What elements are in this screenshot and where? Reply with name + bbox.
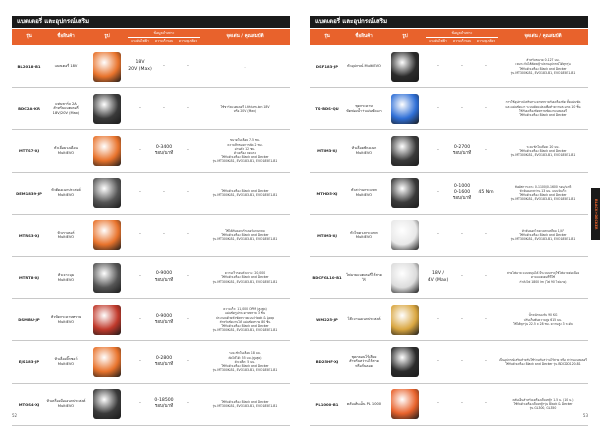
table-row xyxy=(310,299,588,341)
spec-speed xyxy=(152,299,176,340)
spec-speed-text: 0-1000 0-1600 รอบ/นาที xyxy=(452,183,472,202)
spec-torque-text: - xyxy=(485,274,487,280)
spec-speed-text: 0-9000 รอบ/นาที xyxy=(154,313,174,325)
product-features-text: การใช้อุปกรณ์เสริมกระดาษทรายกับเครื่องขัด ทั้งแผ่นขัด และแผ่นขัดเงา ระบบดัดแปลงเพื่อทำความสะอาด 10 ชิ้น ใช้กับเครื่องขัดทรายขัดเงาแบตเตอรี่ ใช้กับตัวเครื่อง Black and Decker xyxy=(505,100,581,117)
spec-voltage xyxy=(426,341,450,382)
spec-torque-text: - xyxy=(485,147,487,153)
product-name-text: หัวสว่านกระแทก MultiEVO xyxy=(351,188,377,198)
spec-voltage xyxy=(128,299,152,340)
spec-torque xyxy=(176,173,200,214)
spec-torque xyxy=(176,257,200,298)
spec-speed xyxy=(152,341,176,382)
spec-voltage-text: - xyxy=(437,105,439,111)
spec-voltage xyxy=(426,88,450,129)
product-name xyxy=(344,341,384,382)
spec-speed xyxy=(450,257,474,298)
product-features xyxy=(498,88,588,129)
table-row xyxy=(12,299,290,341)
spec-speed xyxy=(152,257,176,298)
page-number-left: 52 xyxy=(12,413,18,418)
product-model xyxy=(12,173,46,214)
router-icon xyxy=(93,220,121,250)
table-row xyxy=(310,130,588,172)
table-row xyxy=(12,215,290,257)
product-model xyxy=(12,257,46,298)
table-row xyxy=(12,173,290,215)
spec-torque xyxy=(474,46,498,87)
spec-voltage xyxy=(128,130,152,171)
product-name xyxy=(344,215,384,256)
product-features-text: ขนาดใบเลื่อย 7.5 ซม. ความลึกของการตัด 2 ซม. ผ่านตัว 12 ซม. ตัวเครื่อง ลดแรง ใช้กับตัวเครื่อง Black and Decker รุ่น MT300K-B1, EVO183-B1, EVO185E1-B1 xyxy=(212,138,278,164)
product-model xyxy=(12,46,46,87)
spec-voltage xyxy=(426,299,450,340)
product-features-text: ระยะชักใบเลื่อย 18 มม. ตัดไม้ได้: 55 มม.(สูงสุด) ตัวเหล็ก: 5 มม. ใช้กับตัวเครื่อง Black and Decker รุ่น MT300K-B1, EVO183-B1, EVO185E1-B1 xyxy=(212,351,278,373)
spec-torque-text: 45 Nm xyxy=(478,190,494,196)
spec-voltage xyxy=(426,215,450,256)
product-name xyxy=(46,215,86,256)
product-model xyxy=(12,130,46,171)
spec-speed xyxy=(450,88,474,129)
product-model xyxy=(310,341,344,382)
spec-speed xyxy=(152,215,176,256)
spec-torque-text: - xyxy=(485,63,487,69)
spec-voltage xyxy=(426,173,450,214)
spec-voltage-text: - xyxy=(139,316,141,322)
product-features xyxy=(498,173,588,214)
table-row xyxy=(310,384,588,426)
spec-speed-text: - xyxy=(461,232,463,238)
spec-speed xyxy=(450,46,474,87)
product-image xyxy=(86,215,128,256)
product-features xyxy=(200,215,290,256)
product-features-text: เป็นอุปกรณ์เสริมสำหรับใช้ร่วมกับสว่านไร้สาย หรือ สว่านแบตเตอรี่ ใช้กับตัวเครื่อง Black and Decker รุ่น BDCDD120-B1 xyxy=(499,357,587,366)
spec-torque xyxy=(176,88,200,129)
table-header xyxy=(310,29,588,45)
spec-voltage xyxy=(128,173,152,214)
spec-voltage xyxy=(426,384,450,425)
angle-head-icon xyxy=(93,263,121,293)
product-name xyxy=(344,384,384,425)
product-model-text: WM225-JP xyxy=(316,317,338,323)
spec-voltage xyxy=(426,46,450,87)
product-features-text: น้ำหนักรองรับ 90 KG ปรับเก็บพับความสูง 615 มม. ใช้ได้ทุกรุ่น 22.5 x 28 ซม. ความสูง 3 ระดับ xyxy=(513,313,573,326)
product-image xyxy=(384,46,426,87)
product-name-text: แท่นชาร์จ 2A สำหรับแบตเตอรี่ 18V/20V (Max) xyxy=(52,101,80,116)
spec-voltage xyxy=(128,215,152,256)
spec-speed-text: 0-18500 รอบ/นาที xyxy=(154,397,174,410)
spec-torque-text: - xyxy=(485,105,487,111)
hammer-drill-icon xyxy=(391,178,419,208)
product-name-text: แบตเตอรี่ 18V xyxy=(54,64,78,69)
header-spec1: แรงดันไฟฟ้า xyxy=(429,39,447,43)
product-name xyxy=(344,88,384,129)
product-features xyxy=(498,130,588,171)
spec-torque-text: - xyxy=(485,358,487,364)
spec-speed xyxy=(450,130,474,171)
product-features-text: หัวจับดอกไขควงหกเหลี่ยม 1/4" ใช้กับตัวเครื่อง Black and Decker รุ่น MT300K-B1, EVO183-B1, EVO185E1-B1 xyxy=(510,229,576,242)
spec-voltage-text: - xyxy=(139,358,141,364)
product-name-text: ชุดกระดาษ ขัดฟองน้ำ+แผ่นขัดเงา xyxy=(346,103,382,113)
page-number-right: 53 xyxy=(582,413,588,418)
spec-torque xyxy=(474,173,498,214)
header-note: จุดเด่น / คุณสมบัติ xyxy=(226,34,264,39)
product-model-text: MTRS3-XJ xyxy=(18,232,40,238)
table-row xyxy=(12,257,290,299)
spec-speed-text: - xyxy=(461,274,463,280)
table-row xyxy=(12,341,290,383)
product-model-text: MTTS7-XJ xyxy=(18,148,40,154)
product-model xyxy=(12,215,46,256)
spec-voltage-text: - xyxy=(437,358,439,364)
product-features-text: สำหรับขนาด 0.127 มม. เหมาะกับไส้ตัดหญ้าปลายอุปกรณ์ได้ทุกรุ่น ใช้กับตัวเครื่อง Black and Decker รุ่น MT300K-B1, EVO183-B1, EVO185E1-B1 xyxy=(510,58,576,75)
product-image xyxy=(384,341,426,382)
product-features xyxy=(200,88,290,129)
header-spec2: ความเร็วรอบ xyxy=(452,39,472,43)
product-name xyxy=(344,257,384,298)
product-name-text: หัวเราเตอร์ MultiEVO xyxy=(57,230,75,240)
header-spec2: ความเร็วรอบ xyxy=(154,39,174,43)
table-row xyxy=(310,88,588,130)
product-name xyxy=(46,341,86,382)
spec-voltage-text: - xyxy=(139,105,141,111)
product-model-text: TS-BDS-QU xyxy=(315,106,339,112)
product-features-text: - xyxy=(244,64,246,69)
lamp-icon xyxy=(391,263,419,293)
table-row xyxy=(310,257,588,299)
product-model-text: DSF183-JP xyxy=(315,64,339,70)
product-model xyxy=(310,130,344,171)
product-model xyxy=(310,46,344,87)
brand-side-tab: BLACK+DECKER xyxy=(591,188,600,240)
spec-torque xyxy=(474,257,498,298)
spec-voltage xyxy=(128,384,152,425)
section-title: แบตเตอรี่ และอุปกรณ์เสริม xyxy=(17,18,90,25)
spec-voltage-text: - xyxy=(139,190,141,196)
product-image xyxy=(86,173,128,214)
spec-voltage xyxy=(128,257,152,298)
product-features xyxy=(498,257,588,298)
header-image: รูป xyxy=(104,34,110,39)
product-model-text: DSMBU-JP xyxy=(18,317,40,323)
product-name-text: หัวไขควงกระแทก MultiEVO xyxy=(350,230,378,240)
product-features-text: ระยะชักใบเลื่อย: 20 มม. ใช้กับตัวเครื่อง Black and Decker รุ่น MT300K-B1, EVO183-B1, EVO185E1-B1 xyxy=(510,144,576,158)
spec-torque-text: - xyxy=(485,401,487,406)
product-name-text: หัวตัดอเนกประสงค์ MultiEVO xyxy=(51,188,81,198)
product-image xyxy=(86,130,128,171)
spec-speed xyxy=(450,299,474,340)
spec-speed-text: - xyxy=(461,105,463,111)
product-features-text: ใช้กับตัวเครื่อง Black and Decker รุ่น MT300K-B1, EVO183-B1, EVO185E1-B1 xyxy=(212,188,278,198)
right-page xyxy=(300,0,600,424)
spec-torque xyxy=(474,88,498,129)
product-image xyxy=(384,130,426,171)
spool-icon xyxy=(391,389,419,419)
spec-torque-text: - xyxy=(187,63,189,69)
drill-attachment-icon xyxy=(391,347,419,377)
spec-speed xyxy=(152,384,176,425)
product-model-text: BDC2A-KR xyxy=(18,106,40,112)
product-model-text: MTOS4-XJ xyxy=(18,401,40,407)
table-row xyxy=(12,46,290,88)
spec-torque-text: - xyxy=(187,316,189,322)
product-name-text: หัวเลื่อยชักอเนก MultiEVO xyxy=(351,146,377,155)
product-model-text: MTHD5-XJ xyxy=(316,190,338,196)
product-features xyxy=(200,173,290,214)
header-spec3: ความจุเกลียว xyxy=(178,39,198,43)
product-image xyxy=(384,88,426,129)
spec-speed-text: - xyxy=(461,63,463,69)
product-image xyxy=(86,46,128,87)
table-row xyxy=(310,215,588,257)
product-name xyxy=(46,173,86,214)
spec-speed xyxy=(152,173,176,214)
product-model xyxy=(310,88,344,129)
product-name-text: หัวอุปกรณ์ MultiEVO xyxy=(347,64,381,69)
product-features-text: ใช้ชาร์จแบตเตอรี่ Lithium-ion 18V หรือ 20V (Max) xyxy=(220,104,270,113)
product-features xyxy=(498,46,588,87)
spec-voltage-text: - xyxy=(139,401,141,406)
spec-torque xyxy=(176,130,200,171)
product-features xyxy=(498,341,588,382)
spec-voltage-text: 18V 20V (Max) xyxy=(128,60,152,72)
product-image xyxy=(86,299,128,340)
product-image xyxy=(384,257,426,298)
spec-speed-text: - xyxy=(461,316,463,322)
table-row xyxy=(310,46,588,88)
section-title: แบตเตอรี่ และอุปกรณ์เสริม xyxy=(315,18,388,25)
spec-speed xyxy=(450,215,474,256)
spec-voltage-text: - xyxy=(437,147,439,153)
spec-torque-text: - xyxy=(187,232,189,238)
product-model xyxy=(12,299,46,340)
product-name-text: หัวเครื่องมือเอนกประสงค์ MultiEVO xyxy=(46,399,86,409)
product-image xyxy=(384,299,426,340)
spec-torque xyxy=(176,341,200,382)
table-row xyxy=(12,130,290,172)
product-model xyxy=(310,215,344,256)
product-features xyxy=(200,299,290,340)
product-features-text: สัมผัสการเจาะ 0-1100/0-1600 รอบ/นาที หัวจับดอกสว่าน 13 มม. แบบจับเร็ว ใช้กับตัวเครื่อง Black and Decker รุ่น MT300K-B1, EVO183-B1, EVO185E1-B1 xyxy=(510,184,576,202)
product-features-text: ใช้กับตัวเครื่อง Black and Decker รุ่น MT300K-B1, EVO183-B1, EVO185E1-B1 xyxy=(212,399,278,409)
spec-torque xyxy=(176,215,200,256)
jigsaw-icon xyxy=(93,347,121,377)
spec-speed-text: 0-9000 รอบ/นาที xyxy=(154,271,174,283)
spec-voltage-text: - xyxy=(437,401,439,406)
circular-saw-icon xyxy=(93,136,121,166)
spec-voltage xyxy=(128,341,152,382)
header-model: รุ่น xyxy=(26,34,32,39)
product-model-text: EJS183-JP xyxy=(18,359,40,365)
product-name xyxy=(46,257,86,298)
product-model xyxy=(310,257,344,298)
product-name-text: โต๊ะงานอเนกประสงค์ xyxy=(347,317,381,322)
sander-icon xyxy=(93,305,121,335)
product-name xyxy=(344,173,384,214)
product-features-text: ตลับเอ็นสำหรับเครื่องเล็มหญ้า 1.5 ม. (10 ม.) ใช้กับตัวเครื่องเล็มหญ้ารุ่น Black & Decker รุ่น GL300, GL350 xyxy=(512,397,574,411)
table-row xyxy=(12,384,290,426)
product-name xyxy=(344,130,384,171)
product-features xyxy=(200,46,290,87)
spec-torque-text: - xyxy=(187,358,189,364)
spec-voltage xyxy=(128,88,152,129)
spec-torque-text: - xyxy=(187,190,189,196)
product-model-text: MTRT8-XJ xyxy=(19,274,39,280)
spec-torque-text: - xyxy=(485,316,487,322)
spec-speed xyxy=(152,88,176,129)
table-row xyxy=(12,88,290,130)
spec-torque xyxy=(176,299,200,340)
product-image xyxy=(86,88,128,129)
table-header xyxy=(12,29,290,45)
spec-voltage-text: 18V / 4V (Max) xyxy=(427,271,449,283)
product-model xyxy=(12,88,46,129)
spec-torque xyxy=(474,130,498,171)
product-features-text: สายไฟฉาย แบบหมุนได้ มีระบบบรรจุใช้ไฟฉายต่อเนื่อง ตามแบตเตอรี่ที่ใช้ กำลังไฟ 1800 lm (ไฟ 90 ไฟฉาย) xyxy=(506,271,580,284)
product-name xyxy=(46,46,86,87)
header-spec3: ความจุเกลียว xyxy=(476,39,496,43)
product-model-text: PL1000-B1 xyxy=(315,401,339,407)
charger-icon xyxy=(93,94,121,124)
spec-voltage-text: - xyxy=(139,232,141,238)
spec-voltage xyxy=(426,130,450,171)
spec-voltage-text: - xyxy=(437,232,439,238)
section-title-bar xyxy=(310,16,588,28)
spec-torque-text: - xyxy=(187,401,189,406)
product-features-text: ความเร็ว: 11,000 OPM (สูงสุด) แผ่นขัดรูปกระดาษทราย 3 ชิ้น ประกอบด้วยหัวขัดทรายแบบ Hook & Loop สำหรับขัดงานไม้ แผ่นขัดทราย 80 ชิ้น ใช้กับตัวเครื่อง Black and Decker รุ่น MT300K-B1, EVO183-B1, EVO185E1-B1 xyxy=(212,307,278,333)
product-model-text: DEM1839-JP xyxy=(16,190,42,196)
spec-speed xyxy=(450,341,474,382)
product-name xyxy=(46,384,86,425)
header-name: ชื่อสินค้า xyxy=(57,34,75,39)
product-model-text: BL2018-B1 xyxy=(17,64,41,70)
product-name-text: ไฟฉายแบตเตอรี่ไร้สาย ไร้ xyxy=(346,272,382,282)
product-model xyxy=(12,384,46,425)
oscillating-tool-icon xyxy=(93,389,121,419)
product-model-text: BDCFGL10-B1 xyxy=(312,274,342,280)
product-features xyxy=(200,257,290,298)
spec-torque xyxy=(176,384,200,425)
spec-voltage xyxy=(426,257,450,298)
product-name-text: หัวขัดกระดาษทราย MultiEVO xyxy=(50,314,82,324)
left-page xyxy=(0,0,300,424)
product-features xyxy=(498,299,588,340)
table-row xyxy=(310,173,588,215)
product-features-text: ใช้ได้กับดอกเร้าเตอร์แกนกลม ใช้กับตัวเครื่อง Black and Decker รุ่น MT300K-B1, EVO183-B1, EVO185E1-B1 xyxy=(212,229,278,242)
spec-torque-text: - xyxy=(187,105,189,111)
spec-torque-text: - xyxy=(485,232,487,238)
spec-torque xyxy=(474,384,498,425)
header-name: ชื่อสินค้า xyxy=(355,34,373,39)
product-name-text: หัวเลื่อยวงเดือน MultiEVO xyxy=(53,146,79,155)
spec-speed-text: - xyxy=(461,401,463,406)
spec-torque xyxy=(474,341,498,382)
workbench-icon xyxy=(391,305,419,335)
spec-torque xyxy=(474,215,498,256)
line-trimmer-icon xyxy=(391,52,419,82)
product-name xyxy=(46,299,86,340)
header-image: รูป xyxy=(402,34,408,39)
spec-voltage xyxy=(128,46,152,87)
product-image xyxy=(384,173,426,214)
cutter-icon xyxy=(93,178,121,208)
spec-speed-text: 0-2700 รอบ/นาที xyxy=(452,144,472,156)
product-name-text: หัวเจาะมุม MultiEVO xyxy=(57,272,75,282)
product-table-left xyxy=(12,46,290,426)
battery-icon xyxy=(93,52,121,82)
spec-speed xyxy=(152,46,176,87)
spec-speed-text: 0-3400 รอบ/นาที xyxy=(154,144,174,156)
product-image xyxy=(384,215,426,256)
product-image xyxy=(86,341,128,382)
spec-speed xyxy=(152,130,176,171)
product-name-text: ชุดกลอนไร้เสียง สำหรับสว่านไร้สาย หรือกั่นลอย xyxy=(349,354,379,369)
spec-torque-text: - xyxy=(187,274,189,280)
impact-driver-icon xyxy=(391,220,419,250)
product-model-text: MTIM3-XJ xyxy=(317,148,337,154)
spec-voltage-text: - xyxy=(437,190,439,196)
spec-speed-text: - xyxy=(461,358,463,364)
product-name-text: หัวเลื่อยจิ๊กซอว์ MultiEVO xyxy=(54,357,78,366)
spec-torque xyxy=(474,299,498,340)
spec-speed-text: - xyxy=(163,63,165,69)
product-features-text: ความเร็วรอบตัวเจาะ: 20,000 ใช้กับตัวเครื่อง Black and Decker รุ่น MT300K-B1, EVO183-B1, EVO185E1-B1 xyxy=(212,271,278,284)
header-note: จุดเด่น / คุณสมบัติ xyxy=(524,34,562,39)
product-image xyxy=(86,257,128,298)
product-features xyxy=(498,215,588,256)
spec-speed-text: - xyxy=(163,105,165,111)
spec-voltage-text: - xyxy=(437,63,439,69)
product-model xyxy=(310,173,344,214)
spec-speed-text: - xyxy=(163,232,165,238)
header-spec-group: ข้อมูลจำเพาะ xyxy=(426,29,498,38)
section-title-bar xyxy=(12,16,290,28)
product-name xyxy=(344,46,384,87)
product-table-right xyxy=(310,46,588,426)
product-features xyxy=(200,130,290,171)
product-model-text: BD25HF-XJ xyxy=(315,359,339,365)
spec-voltage-text: - xyxy=(437,316,439,322)
product-features xyxy=(498,384,588,425)
product-model-text: MTIM3-XJ xyxy=(317,232,337,238)
product-model xyxy=(12,341,46,382)
spec-speed xyxy=(450,384,474,425)
product-image xyxy=(86,384,128,425)
product-name xyxy=(344,299,384,340)
header-spec-group: ข้อมูลจำเพาะ xyxy=(128,29,200,38)
spec-torque xyxy=(176,46,200,87)
header-spec1: แรงดันไฟฟ้า xyxy=(131,39,149,43)
product-name xyxy=(46,130,86,171)
product-features xyxy=(200,384,290,425)
header-model: รุ่น xyxy=(324,34,330,39)
spec-speed xyxy=(450,173,474,214)
product-features xyxy=(200,341,290,382)
spec-torque-text: - xyxy=(187,147,189,153)
product-name-text: ตลับเส้นเอ็น PL 1000 xyxy=(346,401,382,406)
polishing-pad-icon xyxy=(391,94,419,124)
reciprocating-saw-icon xyxy=(391,136,419,166)
table-row xyxy=(310,341,588,383)
product-model xyxy=(310,384,344,425)
spec-speed-text: 0-2800 รอบ/นาที xyxy=(154,355,174,367)
spec-voltage-text: - xyxy=(139,147,141,153)
spec-speed-text: - xyxy=(163,190,165,196)
product-model xyxy=(310,299,344,340)
spec-voltage-text: - xyxy=(139,274,141,280)
product-image xyxy=(384,384,426,425)
product-name xyxy=(46,88,86,129)
